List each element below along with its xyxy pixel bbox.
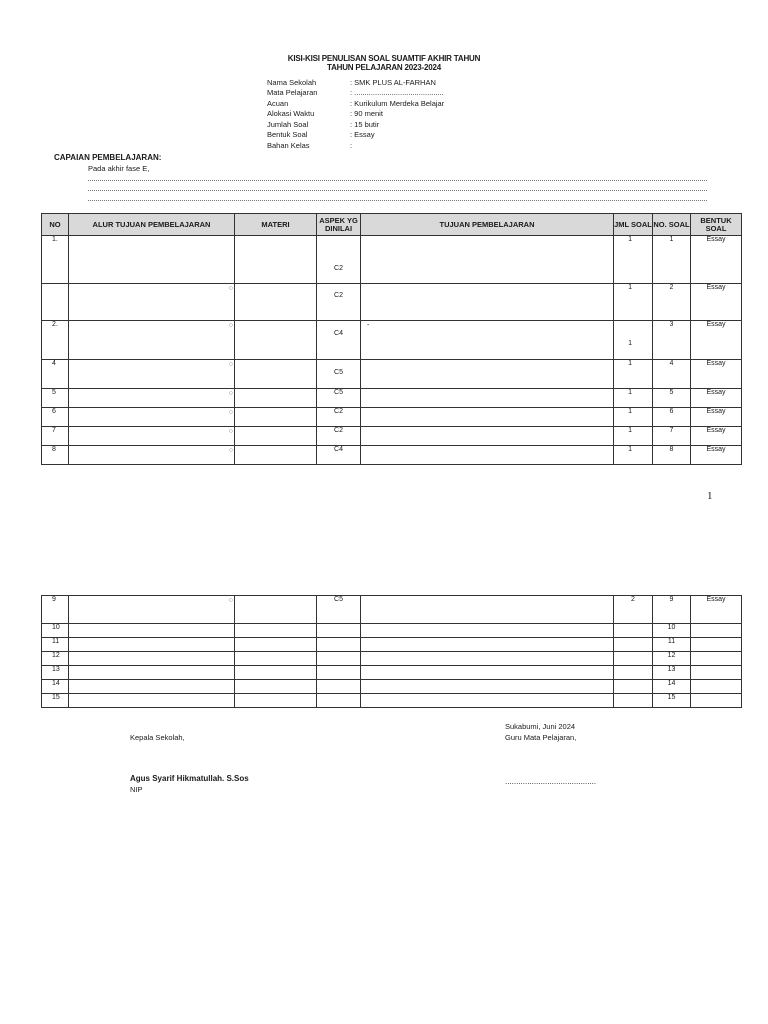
cell-aspek xyxy=(317,427,361,446)
kisi-kisi-table-continued xyxy=(41,595,742,708)
cell-aspek xyxy=(317,596,361,624)
table-row xyxy=(42,680,742,694)
cell-tujuan xyxy=(361,427,614,446)
cell-bentuk xyxy=(691,694,742,708)
bullet-icon: ○ xyxy=(228,285,233,292)
kepala-sekolah-label: Kepala Sekolah, xyxy=(130,733,185,742)
aspek-value: C5 xyxy=(334,596,343,603)
cell-bentuk xyxy=(691,360,742,389)
bullet-icon: ○ xyxy=(228,409,233,416)
cell-tujuan xyxy=(361,596,614,624)
cell-no: 1. xyxy=(42,236,69,284)
cell-tujuan xyxy=(361,321,614,360)
table-row xyxy=(42,694,742,708)
aspek-value: C4 xyxy=(334,330,343,337)
cell-materi xyxy=(235,360,317,389)
cell-materi xyxy=(235,427,317,446)
cell-bentuk xyxy=(691,666,742,680)
cell-no-soal xyxy=(653,360,691,389)
table-row xyxy=(42,284,742,321)
table-row xyxy=(42,638,742,652)
cell-materi xyxy=(235,236,317,284)
cell-no: 2. xyxy=(42,321,69,360)
meta-key: Mata Pelajaran xyxy=(267,88,318,97)
no-soal-value: 9 xyxy=(669,596,674,603)
bullet-icon: ○ xyxy=(228,597,233,604)
cell-alur xyxy=(69,427,235,446)
place-date: Sukabumi, Juni 2024 xyxy=(505,722,576,731)
header-aspek: ASPEK YG DINILAI xyxy=(317,214,361,236)
cell-bentuk xyxy=(691,284,742,321)
cell-jml xyxy=(614,680,653,694)
cell-aspek xyxy=(317,284,361,321)
cell-no: 15 xyxy=(42,694,69,708)
bentuk-value: Essay xyxy=(706,427,726,434)
no-soal-value: 7 xyxy=(669,427,674,434)
jml-value: 1 xyxy=(628,408,632,415)
cell-materi xyxy=(235,408,317,427)
jml-value: 1 xyxy=(628,340,632,347)
table-row xyxy=(42,624,742,638)
cell-no: 8 xyxy=(42,446,69,465)
cell-jml xyxy=(614,284,653,321)
no-soal-value: 12 xyxy=(667,652,676,659)
aspek-value: C2 xyxy=(334,265,343,272)
table-row xyxy=(42,408,742,427)
bullet-icon: ○ xyxy=(228,447,233,454)
bullet-icon: ○ xyxy=(228,390,233,397)
cell-no-soal xyxy=(653,666,691,680)
cell-jml xyxy=(614,666,653,680)
cell-alur xyxy=(69,389,235,408)
aspek-value: C2 xyxy=(334,408,343,415)
document-title-line1: KISI-KISI PENULISAN SOAL SUAMTIF AKHIR TAHUN xyxy=(287,54,481,63)
table-row xyxy=(42,446,742,465)
cell-bentuk xyxy=(691,321,742,360)
cell-jml xyxy=(614,596,653,624)
no-soal-value: 8 xyxy=(669,446,674,453)
no-soal-value: 14 xyxy=(667,680,676,687)
cell-tujuan xyxy=(361,624,614,638)
cell-no: 12 xyxy=(42,652,69,666)
bentuk-value: Essay xyxy=(706,408,726,415)
meta-key: Nama Sekolah xyxy=(267,78,317,87)
cell-materi xyxy=(235,389,317,408)
header-materi: MATERI xyxy=(235,214,317,236)
meta-bentuk-soal xyxy=(267,130,375,140)
cell-aspek xyxy=(317,666,361,680)
cell-jml xyxy=(614,321,653,360)
meta-key: Acuan xyxy=(267,99,289,108)
meta-value: : Essay xyxy=(350,130,375,139)
cell-no-soal xyxy=(653,284,691,321)
jml-value: 1 xyxy=(628,389,632,396)
cell-no: 5 xyxy=(42,389,69,408)
cell-jml xyxy=(614,236,653,284)
document-title-line2: TAHUN PELAJARAN 2023-2024 xyxy=(326,63,441,72)
cell-tujuan xyxy=(361,638,614,652)
bentuk-value: Essay xyxy=(706,236,726,243)
cell-tujuan xyxy=(361,284,614,321)
dotted-line xyxy=(88,190,707,191)
table-row xyxy=(42,321,742,360)
cell-tujuan xyxy=(361,694,614,708)
bullet-icon: ○ xyxy=(228,361,233,368)
cell-tujuan xyxy=(361,680,614,694)
cell-materi xyxy=(235,321,317,360)
page-number: 1 xyxy=(707,490,713,502)
cell-no-soal xyxy=(653,408,691,427)
cell-no-soal xyxy=(653,652,691,666)
bentuk-value: Essay xyxy=(706,360,726,367)
cell-materi xyxy=(235,638,317,652)
cell-aspek xyxy=(317,694,361,708)
cell-jml xyxy=(614,638,653,652)
kepala-sekolah-name: Agus Syarif Hikmatullah. S.Sos xyxy=(130,774,249,783)
cell-materi xyxy=(235,652,317,666)
tujuan-value: - xyxy=(367,322,370,329)
cell-tujuan xyxy=(361,408,614,427)
cell-no: 13 xyxy=(42,666,69,680)
meta-bahan-kelas xyxy=(267,141,352,151)
cell-jml xyxy=(614,427,653,446)
cell-no-soal xyxy=(653,389,691,408)
cell-bentuk xyxy=(691,427,742,446)
cell-bentuk xyxy=(691,596,742,624)
cell-no: 14 xyxy=(42,680,69,694)
no-soal-value: 2 xyxy=(669,284,674,291)
cell-aspek xyxy=(317,638,361,652)
no-soal-value: 5 xyxy=(669,389,674,396)
jml-value: 1 xyxy=(628,446,632,453)
cell-no-soal xyxy=(653,427,691,446)
cell-materi xyxy=(235,624,317,638)
no-soal-value: 4 xyxy=(669,360,674,367)
bentuk-value: Essay xyxy=(706,284,726,291)
jml-value: 1 xyxy=(628,360,632,367)
cell-aspek xyxy=(317,389,361,408)
cell-no-soal xyxy=(653,596,691,624)
cell-tujuan xyxy=(361,666,614,680)
cell-materi xyxy=(235,284,317,321)
header-no: NO xyxy=(42,214,69,236)
table-row xyxy=(42,236,742,284)
bentuk-value: Essay xyxy=(706,321,726,328)
cell-alur xyxy=(69,652,235,666)
kisi-kisi-table xyxy=(41,213,742,465)
cell-tujuan xyxy=(361,236,614,284)
cell-alur xyxy=(69,446,235,465)
cell-aspek xyxy=(317,652,361,666)
no-soal-value: 13 xyxy=(667,666,676,673)
cell-no: 6 xyxy=(42,408,69,427)
cell-bentuk xyxy=(691,408,742,427)
cell-no-soal xyxy=(653,624,691,638)
aspek-value: C5 xyxy=(334,369,343,376)
meta-mata-pelajaran xyxy=(267,88,444,98)
aspek-value: C2 xyxy=(334,292,343,299)
cell-no: 9 xyxy=(42,596,69,624)
no-soal-value: 10 xyxy=(667,624,676,631)
cell-alur xyxy=(69,360,235,389)
cell-jml xyxy=(614,694,653,708)
meta-value: : Kurikulum Merdeka Belajar xyxy=(350,99,445,108)
cell-no-soal xyxy=(653,694,691,708)
cell-bentuk xyxy=(691,446,742,465)
header-bentuk-soal: BENTUK SOAL xyxy=(691,214,742,236)
meta-key: Alokasi Waktu xyxy=(267,109,315,118)
no-soal-value: 1 xyxy=(669,236,674,243)
cell-aspek xyxy=(317,236,361,284)
cell-no: 10 xyxy=(42,624,69,638)
cell-alur xyxy=(69,284,235,321)
table-row xyxy=(42,652,742,666)
cell-bentuk xyxy=(691,236,742,284)
aspek-value: C4 xyxy=(334,446,343,453)
jml-value: 1 xyxy=(628,236,632,243)
table-header-row xyxy=(42,214,742,236)
bullet-icon: ○ xyxy=(228,322,233,329)
cell-aspek xyxy=(317,446,361,465)
cell-alur xyxy=(69,666,235,680)
header-jml-soal: JML SOAL xyxy=(614,214,653,236)
cell-jml xyxy=(614,360,653,389)
cell-alur xyxy=(69,680,235,694)
cell-no: 4 xyxy=(42,360,69,389)
guru-name-placeholder: ......................................... xyxy=(505,777,597,786)
bullet-icon: ○ xyxy=(228,428,233,435)
meta-alokasi-waktu xyxy=(267,109,383,119)
cell-no xyxy=(42,284,69,321)
meta-key: Bentuk Soal xyxy=(267,130,308,139)
table-row xyxy=(42,389,742,408)
capaian-title: CAPAIAN PEMBELAJARAN: xyxy=(54,153,162,162)
cell-jml xyxy=(614,446,653,465)
meta-acuan xyxy=(267,99,444,109)
meta-value: : xyxy=(350,141,353,150)
meta-value: : 90 menit xyxy=(350,109,383,118)
table-row xyxy=(42,596,742,624)
cell-alur xyxy=(69,321,235,360)
table-row xyxy=(42,427,742,446)
cell-aspek xyxy=(317,624,361,638)
aspek-value: C5 xyxy=(334,389,343,396)
jml-value: 2 xyxy=(631,596,635,603)
no-soal-value: 15 xyxy=(667,694,676,701)
cell-aspek xyxy=(317,680,361,694)
dotted-line xyxy=(88,200,707,201)
meta-jumlah-soal xyxy=(267,120,379,130)
cell-materi xyxy=(235,680,317,694)
aspek-value: C2 xyxy=(334,427,343,434)
cell-jml xyxy=(614,652,653,666)
cell-jml xyxy=(614,389,653,408)
cell-alur xyxy=(69,408,235,427)
no-soal-value: 11 xyxy=(667,638,676,645)
cell-no-soal xyxy=(653,236,691,284)
table-row xyxy=(42,360,742,389)
no-soal-value: 3 xyxy=(669,321,674,328)
cell-materi xyxy=(235,666,317,680)
table-row xyxy=(42,666,742,680)
cell-jml xyxy=(614,408,653,427)
jml-value: 1 xyxy=(628,427,632,434)
header-tujuan: TUJUAN PEMBELAJARAN xyxy=(361,214,614,236)
jml-value: 1 xyxy=(628,284,632,291)
cell-aspek xyxy=(317,408,361,427)
nip-label: NIP xyxy=(130,785,143,794)
bentuk-value: Essay xyxy=(706,389,726,396)
cell-bentuk xyxy=(691,638,742,652)
meta-key: Jumlah Soal xyxy=(267,120,309,129)
cell-no-soal xyxy=(653,680,691,694)
cell-no: 7 xyxy=(42,427,69,446)
cell-tujuan xyxy=(361,446,614,465)
cell-tujuan xyxy=(361,389,614,408)
cell-bentuk xyxy=(691,652,742,666)
meta-key: Bahan Kelas xyxy=(267,141,310,150)
cell-materi xyxy=(235,446,317,465)
cell-no-soal xyxy=(653,638,691,652)
meta-value: : 15 butir xyxy=(350,120,380,129)
cell-tujuan xyxy=(361,652,614,666)
cell-no-soal xyxy=(653,321,691,360)
bentuk-value: Essay xyxy=(706,596,726,603)
cell-aspek xyxy=(317,321,361,360)
cell-tujuan xyxy=(361,360,614,389)
meta-value: : SMK PLUS AL-FARHAN xyxy=(350,78,436,87)
cell-bentuk xyxy=(691,680,742,694)
header-no-soal: NO. SOAL xyxy=(653,214,691,236)
cell-alur xyxy=(69,624,235,638)
cell-jml xyxy=(614,624,653,638)
guru-label: Guru Mata Pelajaran, xyxy=(505,733,577,742)
cell-alur xyxy=(69,638,235,652)
meta-nama-sekolah xyxy=(267,78,436,88)
cell-no-soal xyxy=(653,446,691,465)
cell-materi xyxy=(235,596,317,624)
cell-bentuk xyxy=(691,389,742,408)
cell-materi xyxy=(235,694,317,708)
cell-aspek xyxy=(317,360,361,389)
dotted-line xyxy=(88,180,707,181)
meta-value: : ........................................... xyxy=(350,88,444,97)
no-soal-value: 6 xyxy=(669,408,674,415)
capaian-text: Pada akhir fase E, xyxy=(88,164,150,173)
cell-bentuk xyxy=(691,624,742,638)
cell-alur xyxy=(69,596,235,624)
cell-alur xyxy=(69,236,235,284)
header-alur: ALUR TUJUAN PEMBELAJARAN xyxy=(69,214,235,236)
cell-alur xyxy=(69,694,235,708)
bentuk-value: Essay xyxy=(706,446,726,453)
cell-no: 11 xyxy=(42,638,69,652)
